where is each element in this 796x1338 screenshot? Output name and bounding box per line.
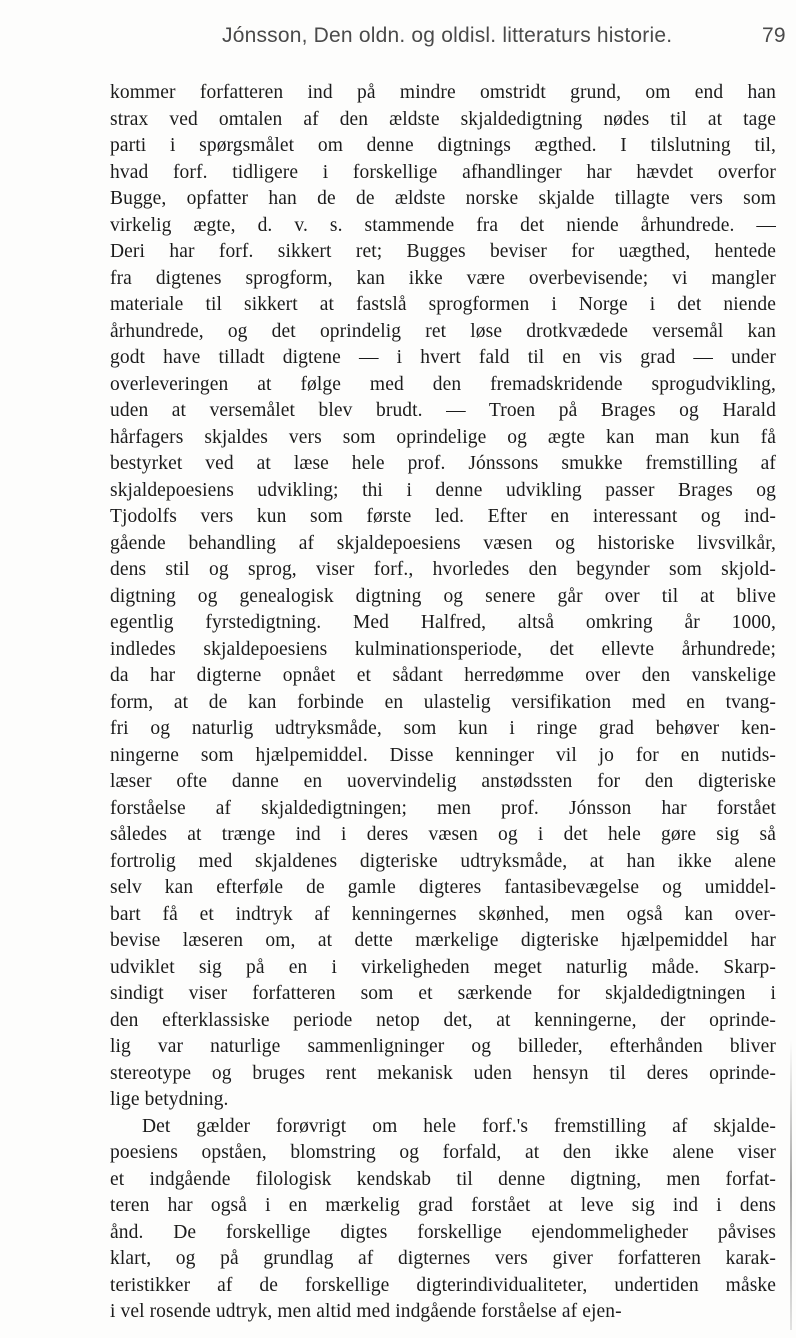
text-line: bevise læseren om, at dette mærkelige digteriske hjælpemiddel har: [110, 930, 776, 951]
paragraph-1: [110, 80, 776, 1114]
text-line: godt have tilladt digtene — i hvert fald til en vis grad — under: [110, 347, 776, 368]
text-line: egentlig fyrstedigtning. Med Halfred, altså omkring år 1000,: [110, 612, 776, 633]
text-line: selv kan efterføle de gamle digteres fantasibevægelse og umiddel-: [110, 877, 776, 898]
text-line: den efterklassiske periode netop det, at kenningerne, der oprinde-: [110, 1009, 776, 1031]
text-line: digtning og genealogisk digtning og senere går over til at blive: [110, 585, 776, 607]
text-line: dens stil og sprog, viser forf., hvorledes den begynder som skjold-: [110, 559, 776, 580]
text-line: læser ofte danne en uovervindelig anstødssten for den digteriske: [110, 771, 776, 792]
text-line: teren har også i en mærkelig grad forstået at leve sig ind i dens: [110, 1195, 776, 1216]
scan-edge-shadow: [790, 1040, 792, 1330]
text-line: ningerne som hjælpemiddel. Disse kenninger vil jo for en nutids-: [110, 744, 776, 766]
body-text: [110, 80, 776, 1326]
paragraph-2: [110, 1114, 776, 1326]
text-line: ånd. De forskellige digtes forskellige ejendommeligheder påvises: [110, 1221, 776, 1243]
text-line: strax ved omtalen af den ældste skjaldedigtning nødes til at tage: [110, 108, 776, 130]
text-line: et indgående filologisk kendskab til denne digtning, men forfat-: [110, 1168, 776, 1190]
text-line: uden at versemålet blev brudt. — Troen på Brages og Harald: [110, 400, 776, 421]
text-line: stereotype og bruges rent mekanisk uden hensyn til deres oprinde-: [110, 1062, 776, 1084]
text-line: gående behandling af skjaldepoesiens væsen og historiske livsvilkår,: [110, 532, 776, 554]
text-line: parti i spørgsmålet om denne digtnings ægthed. I tilslutning til,: [110, 135, 776, 156]
text-line: da har digterne opnået et sådant herredømme over den vanskelige: [110, 665, 776, 686]
text-line: virkelig ægte, d. v. s. stammende fra det niende århundrede. —: [110, 214, 776, 236]
text-line: poesiens opståen, blomstring og forfald, at den ikke alene viser: [110, 1142, 776, 1163]
running-title: Jónsson, Den oldn. og oldisl. litteraturs historie.: [222, 24, 673, 47]
text-line: Deri har forf. sikkert ret; Bugges beviser for uægthed, hentede: [110, 241, 776, 262]
text-line: klart, og på grundlag af digternes vers giver forfatteren karak-: [110, 1248, 776, 1269]
text-line: Tjodolfs vers kun som første led. Efter en interessant og ind-: [110, 506, 776, 527]
text-line: hvad forf. tidligere i forskellige afhandlinger har hævdet overfor: [110, 161, 776, 183]
text-line: fortrolig med skjaldenes digteriske udtryksmåde, at han ikke alene: [110, 850, 776, 872]
text-line: materiale til sikkert at fastslå sprogformen i Norge i det niende: [110, 294, 776, 315]
text-line: sindigt viser forfatteren som et særkende for skjaldedigtningen i: [110, 983, 776, 1004]
text-line: kommer forfatteren ind på mindre omstridt grund, om end han: [110, 82, 776, 103]
text-line: lige betydning.: [110, 1089, 229, 1110]
text-line: udviklet sig på en i virkeligheden meget naturlig måde. Skarp-: [110, 956, 776, 978]
text-line: Det gælder forøvrigt om hele forf.'s fremstilling af skjalde-: [142, 1115, 776, 1137]
text-line: således at trænge ind i deres væsen og i det hele gøre sig så: [110, 824, 776, 845]
text-line: århundrede, og det oprindelig ret løse drotkvædede versemål kan: [110, 320, 776, 342]
text-line: form, at de kan forbinde en ulastelig versifikation med en tvang-: [110, 691, 776, 713]
text-line: bart få et indtryk af kenningernes skønhed, men også kan over-: [110, 903, 776, 925]
text-line: fri og naturlig udtryksmåde, som kun i ringe grad behøver ken-: [110, 718, 776, 739]
running-head: [222, 24, 786, 48]
page-number: 79: [762, 24, 786, 47]
text-line: i vel rosende udtryk, men altid med indgående forståelse af ejen-: [110, 1301, 622, 1322]
text-line: indledes skjaldepoesiens kulminationsperiode, det ellevte århundrede;: [110, 638, 776, 660]
text-line: bestyrket ved at læse hele prof. Jónssons smukke fremstilling af: [110, 453, 776, 474]
text-line: Bugge, opfatter han de de ældste norske skjalde tillagte vers som: [110, 188, 776, 209]
text-line: forståelse af skjaldedigtningen; men prof. Jónsson har forstået: [110, 797, 776, 819]
text-line: hårfagers skjaldes vers som oprindelige og ægte kan man kun få: [110, 426, 776, 448]
text-line: teristikker af de forskellige digterindividualiteter, undertiden måske: [110, 1274, 776, 1296]
text-line: fra digtenes sprogform, kan ikke være overbevisende; vi mangler: [110, 267, 776, 289]
text-line: lig var naturlige sammenligninger og billeder, efterhånden bliver: [110, 1036, 776, 1057]
text-line: skjaldepoesiens udvikling; thi i denne udvikling passer Brages og: [110, 479, 776, 501]
text-line: overleveringen at følge med den fremadskridende sprogudvikling,: [110, 373, 776, 395]
